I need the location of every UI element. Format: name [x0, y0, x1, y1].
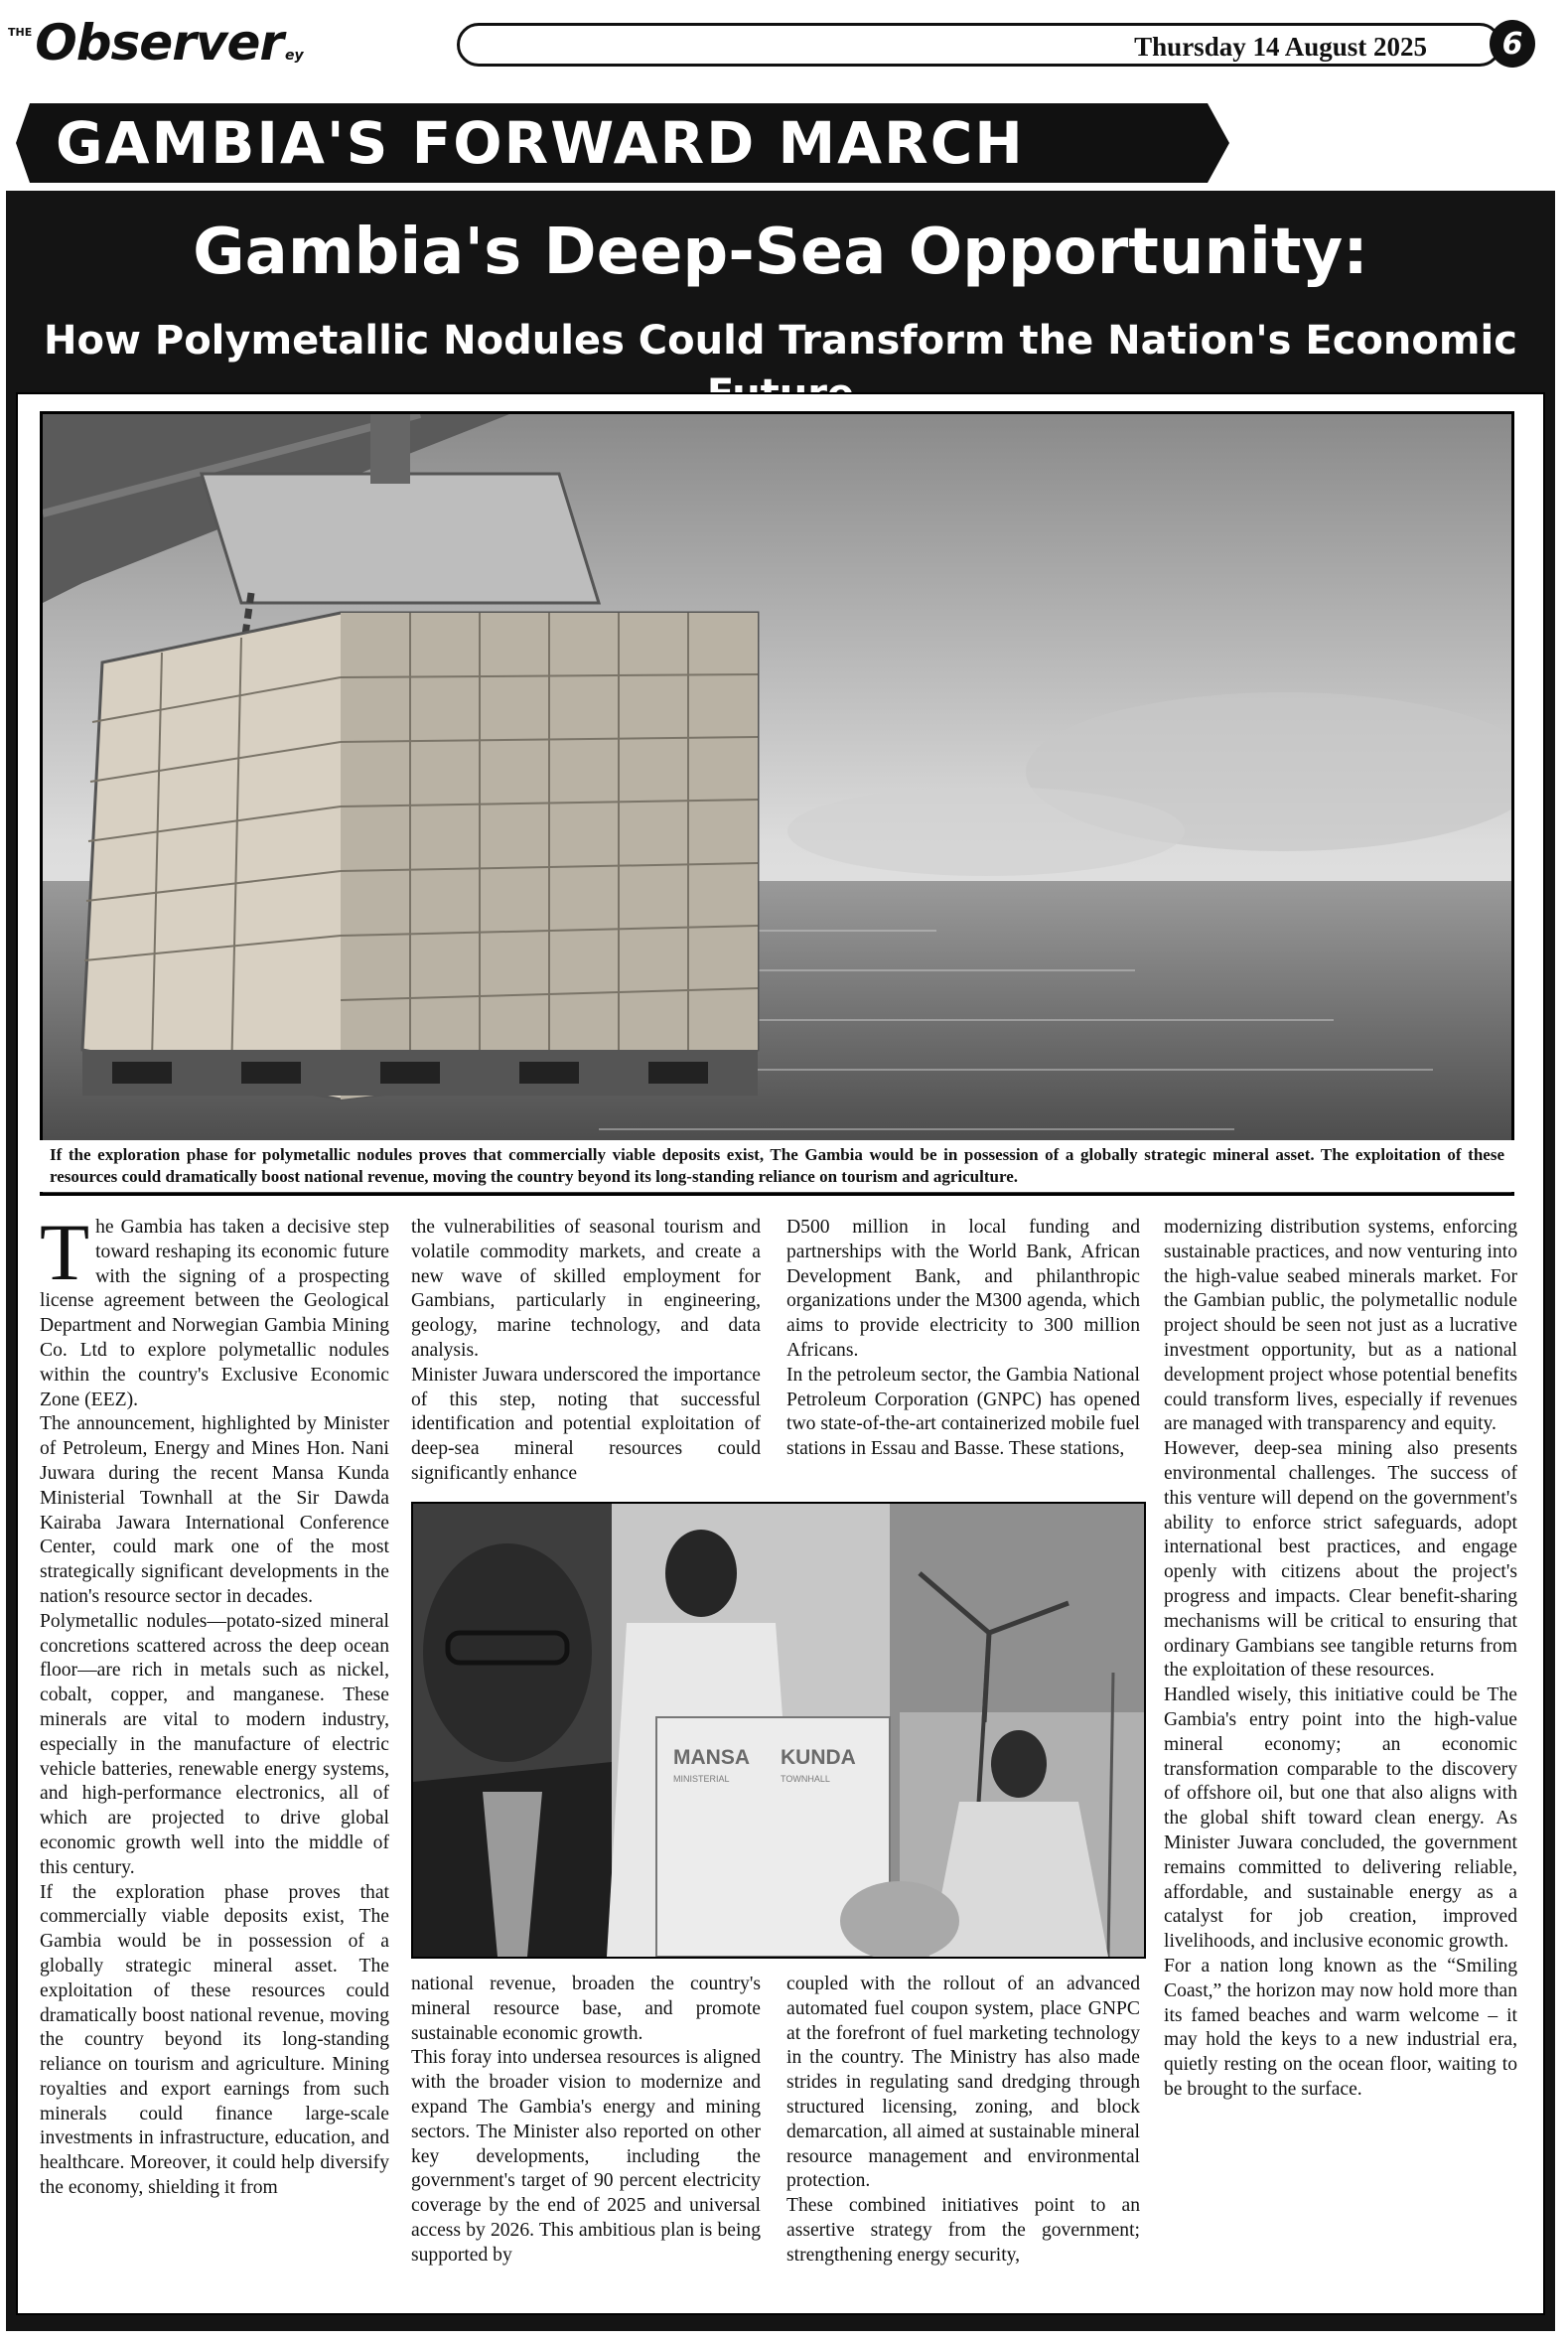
- article-column-3-bottom: [786, 1973, 1140, 2269]
- article-title: Gambia's Deep-Sea Opportunity:: [193, 216, 1368, 289]
- article-column-4: [1164, 1216, 1517, 2103]
- townhall-image: [413, 1504, 1144, 1957]
- article-column-2-bottom: [411, 1973, 761, 2269]
- article-paragraph: Handled wisely, this initiative could be The Gambia's entry point into the high-value mineral economy; an economic transformation comparable to the discovery of offshore oil, but one that also aligns with the global shift toward clean energy. As Minister Juwara concluded, the government remains committed to delivering reliable, affordable, and sustainable energy as a catalyst for job creation, improved livelihoods, and inclusive economic growth.: [1164, 1684, 1517, 1953]
- nodules-cargo-photo: [40, 411, 1514, 1196]
- article-text: he Gambia has taken a decisive step toward reshaping its economic future with the signing of a prospecting license agreement between the Geological Department and Norwegian Gambia Mining Co. Ltd to explore polymetallic nodules within the country's Exclusive Economic Zone (EEZ).: [40, 1217, 389, 1410]
- cargo-over-sea-image: [43, 414, 1511, 1193]
- section-banner: [16, 101, 1231, 185]
- article-column-2-top: [411, 1216, 761, 1487]
- drop-cap: T: [40, 1207, 90, 1297]
- podium-text-left: MANSA: [673, 1746, 750, 1769]
- issue-date: Thursday 14 August 2025: [1134, 32, 1427, 62]
- section-label: GAMBIA'S FORWARD MARCH: [56, 109, 1025, 177]
- podium-text-right: KUNDA: [781, 1746, 856, 1769]
- photo-caption: If the exploration phase for polymetallic nodules proves that commercially viable deposits exist, The Gambia would be in possession of a globally strategic mineral asset. The exploitation of these resources could dramatically boost national revenue, moving the country beyond its long-standing reliance on tourism and agriculture.: [40, 1140, 1514, 1192]
- article-paragraph: Minister Juwara underscored the importance of this step, noting that successful identification and potential exploitation of deep-sea mineral resources could significantly enhance: [411, 1364, 761, 1484]
- article-paragraph: The announcement, highlighted by Minister of Petroleum, Energy and Mines Hon. Nani Juwara during the recent Mansa Kunda Ministerial Townhall at the Sir Dawda Kairaba Jawara International Conference Center, could mark one of the most strategically significant developments in the nation's resource sector in decades.: [40, 1413, 389, 1607]
- article-paragraph: modernizing distribution systems, enforcing sustainable practices, and now venturing into the high-value seabed minerals market. For the Gambian public, the polymetallic nodule project should be seen not just as a lucrative investment opportunity, but as a national development project whose potential benefits could transform lives, especially if revenues are managed with transparency and equity.: [1164, 1217, 1517, 1435]
- date-bar: [457, 23, 1501, 67]
- article-paragraph: These combined initiatives point to an assertive strategy from the government; strengthening energy security,: [786, 2195, 1140, 2266]
- article-paragraph: For a nation long known as the “Smiling Coast,” the horizon may now hold more than its famed beaches and warm welcome – it may hold the keys to a new industrial era, quietly resting on the ocean floor, waiting to be brought to the surface.: [1164, 1955, 1517, 2100]
- masthead: [0, 0, 1568, 70]
- article-paragraph: In the petroleum sector, the Gambia National Petroleum Corporation (GNPC) has opened two state-of-the-art containerized mobile fuel stations in Essau and Basse. These stations,: [786, 1364, 1140, 1460]
- article-paragraph: coupled with the rollout of an advanced automated fuel coupon system, place GNPC at the forefront of fuel marketing technology in the country. The Ministry has also made strides in regulating sand dredging through structured licensing, zoning, and block demarcation, all aimed at sustainable mineral resource management and environmental protection.: [786, 1974, 1140, 2192]
- article-paragraph: If the exploration phase proves that commercially viable deposits exist, The Gambia would be in possession of a globally strategic mineral asset. The exploitation of these resources could dramatically boost national revenue, moving the country beyond its long-standing reliance on tourism and agriculture. Mining royalties and export earnings from such minerals could finance large-scale investments in infrastructure, education, and healthcare. Moreover, it could help diversify the economy, shielding it from: [40, 1881, 389, 2199]
- article-paragraph: [40, 1207, 389, 1412]
- article-paragraph: national revenue, broaden the country's mineral resource base, and promote sustainable economic growth.: [411, 1974, 761, 2044]
- townhall-photo: [411, 1502, 1146, 1959]
- logo-name: Observer: [35, 14, 284, 72]
- article-column-1: [40, 1207, 389, 2201]
- newspaper-logo: [8, 14, 304, 72]
- podium-subtext-right: TOWNHALL: [781, 1774, 830, 1784]
- podium-subtext-left: MINISTERIAL: [673, 1774, 730, 1784]
- article-subtitle: How Polymetallic Nodules Could Transform the Nation's Economic: [44, 318, 1517, 364]
- article-paragraph: Polymetallic nodules—potato-sized mineral concretions scattered across the deep ocean floor—are rich in metals such as nickel, cobalt, copper, and manganese. These minerals are vital to modern industry, especially in the manufacture of electric vehicle batteries, renewable energy systems, and high-performance electronics, all of which are projected to drive global economic growth well into the middle of this century.: [40, 1610, 389, 1878]
- article-paragraph: However, deep-sea mining also presents environmental challenges. The success of this venture will depend on the government's ability to enforce strict safeguards, adopt international best practices, and engage openly with citizens about the project's progress and impacts. Clear benefit-sharing mechanisms will be critical to ensuring that ordinary Gambians see tangible returns from the exploitation of these resources.: [1164, 1438, 1517, 1682]
- article-column-3-top: [786, 1216, 1140, 1462]
- page-number: 6: [1490, 20, 1535, 68]
- logo-the: THE: [8, 26, 33, 39]
- article-paragraph: This foray into undersea resources is aligned with the broader vision to modernize and expand The Gambia's energy and mining sectors. The Minister also reported on other key developments, including the government's target of 90 percent electricity coverage by the end of 2025 and universal access by 2026. This ambitious plan is being supported by: [411, 2047, 761, 2266]
- article-paragraph: the vulnerabilities of seasonal tourism and volatile commodity markets, and create a new wave of skilled employment for Gambians, particularly in engineering, geology, marine technology, and data analysis.: [411, 1217, 761, 1361]
- article-paragraph: D500 million in local funding and partnerships with the World Bank, African Development Bank, and philanthropic organizations under the M300 agenda, which aims to provide electricity to 300 million Africans.: [786, 1217, 1140, 1361]
- logo-suffix: ey: [285, 48, 304, 64]
